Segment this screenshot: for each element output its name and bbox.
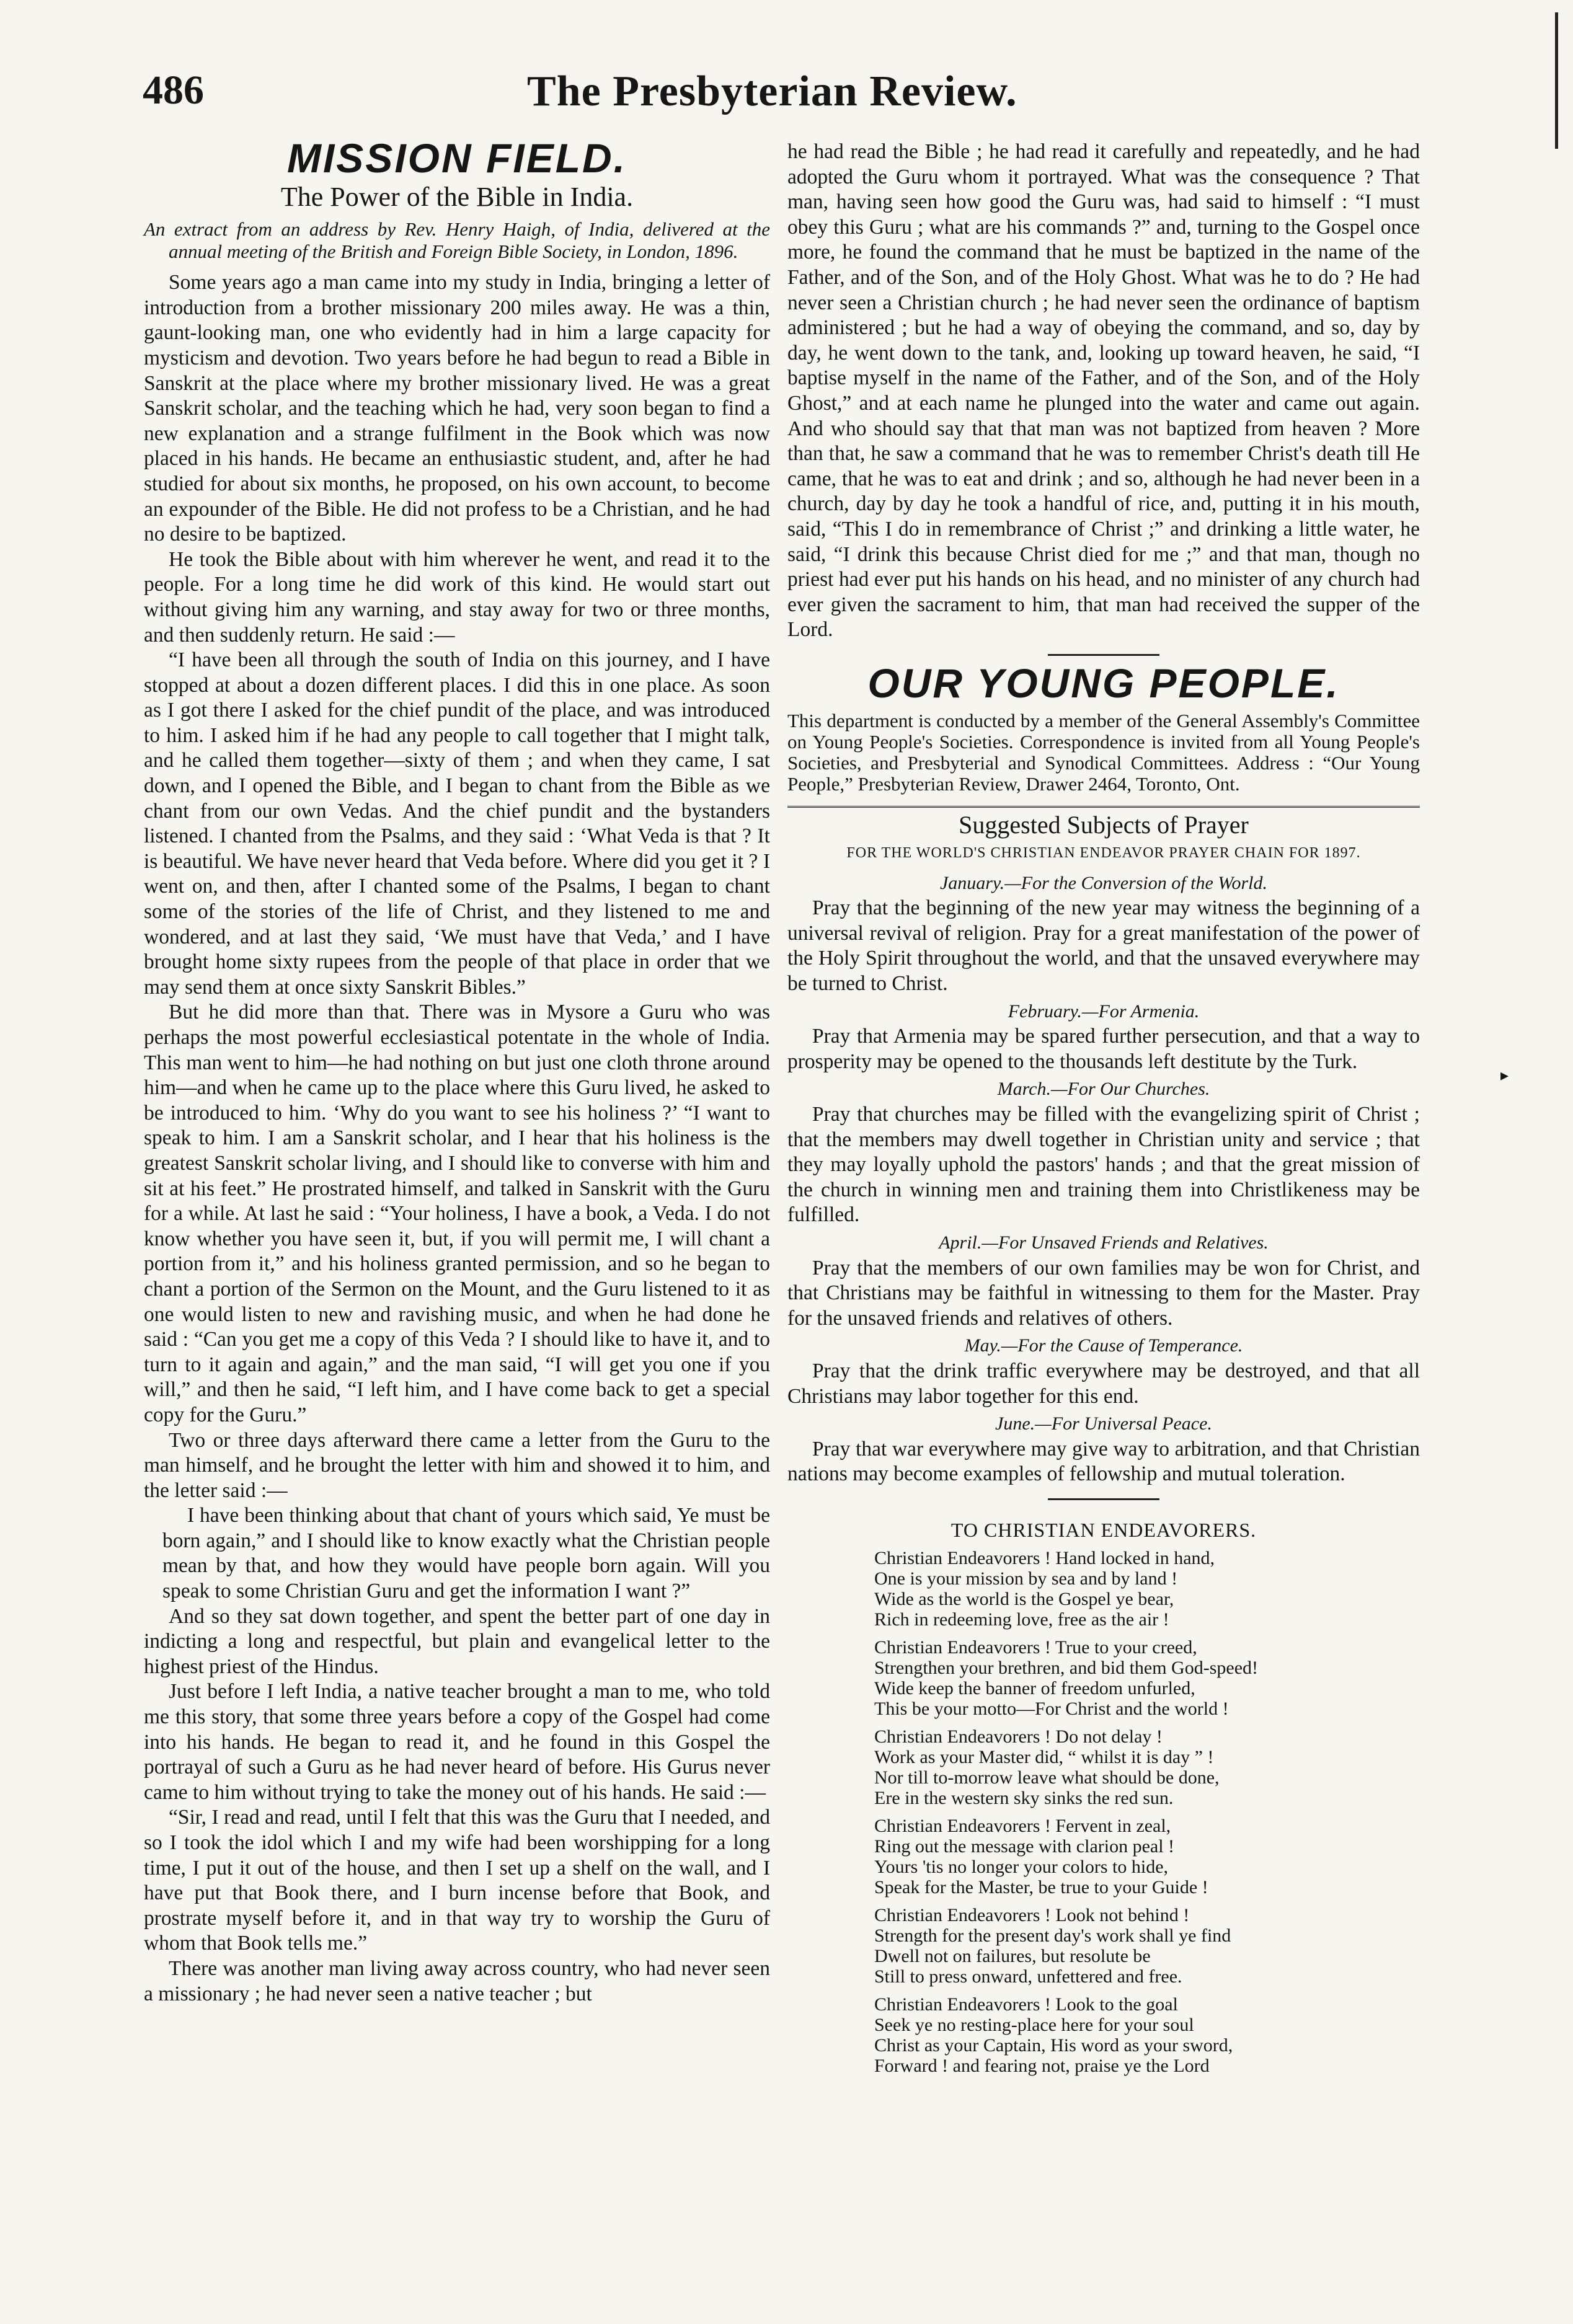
prayer-paragraph: Pray that churches may be filled with the evangelizing spirit of Christ ; that the members may dwell together in Christian unity and service ; that they may loyally uphold the pastors' hands ; and that the great mission of the church in winning men and training them into Christlikeness may be fulfilled. [787,1103,1420,1227]
paragraph: Two or three days afterward there came a letter from the Guru to the man himself, and he brought the letter with him and showed it to him, and the letter said :— [144,1428,770,1502]
prayer-title: Suggested Subjects of Prayer [959,811,1249,839]
left-column [144,135,770,2007]
prayer-subtitle: FOR THE WORLD'S CHRISTIAN ENDEAVOR PRAYER CHAIN FOR 1897. [846,845,1361,862]
prayer-paragraph: Pray that the drink traffic everywhere may be destroyed, and that all Christians may labor together for this end. [787,1359,1420,1408]
poem-line: Strength for the present day's work shall ye find [874,1925,1231,1946]
poem-line: Wide keep the banner of freedom unfurled, [874,1677,1195,1699]
poem-line: Strengthen your brethren, and bid them God-speed! [874,1657,1258,1678]
poem-stanza [787,1994,1420,2076]
poem-stanza [787,1905,1420,1987]
mission-field-heading: MISSION FIELD. [286,135,627,181]
month-heading: April.—For Unsaved Friends and Relatives. [939,1232,1269,1253]
poem-line: Work as your Master did, “ whilst it is day ” ! [874,1746,1214,1767]
article-title: The Power of the Bible in India. [280,181,634,212]
poem-line: Still to press onward, unfettered and free. [874,1966,1182,1987]
month-heading: March.—For Our Churches. [997,1079,1210,1100]
double-rule [787,806,1420,808]
running-title: The Presbyterian Review. [527,68,1017,115]
month-heading: February.—For Armenia. [1008,1001,1200,1022]
poem-line: Rich in redeeming love, free as the air ! [874,1609,1169,1630]
poem-stanza [787,1548,1420,1630]
poem-line: Christian Endeavorers ! Look not behind ! [874,1904,1190,1925]
month-heading: January.—For the Conversion of the World. [939,872,1268,893]
poem-line: Yours 'tis no longer your colors to hide, [874,1856,1169,1877]
article-intro: An extract from an address by Rev. Henry Haigh, of India, delivered at the annual meeting of the British and Foreign Bible Society, in London, 1896. [144,218,770,263]
prayer-paragraph: Pray that Armenia may be spared further persecution, and that a way to prosperity may be opened to the thousands left destitute by the Turk. [787,1025,1420,1073]
young-people-heading: OUR YOUNG PEOPLE. [867,660,1340,706]
section-divider [1048,654,1159,656]
paragraph: But he did more than that. There was in Mysore a Guru who was perhaps the most powerful ecclesiastical potentate in the whole of India. This man went to him—he had nothing on but just one cloth throne around him—and when he came up to the place where this Guru lived, he asked to be introduced to him. ‘Why do you want to see his holiness ?’ “I want to speak to him. I am a Sanskrit scholar, and I hear that his holiness is the greatest Sanskrit scholar living, and I should like to converse with him and sit at his feet.” He prostrated himself, and talked in Sanskrit with the Guru for a while. At last he said : “Your holiness, I have a book, a Veda. I do not know whether you have seen it, but, if you will permit me, I will chant a portion from it,” and his holiness granted permission, and so he began to chant a portion of the Sermon on the Mount, and the Guru listened to it as one would listen to new and ravishing music, and when he had done he said : “Can you get me a copy of this Veda ? I should like to have it, and to turn to it again and again,” and the man said, “I will get you one if you will,” and then he said, “I left him, and I have come back to get a special copy for the Guru.” [144,1001,770,1426]
article-continuation: he had read the Bible ; he had read it carefully and repeatedly, and he had adopted the Guru whom it portrayed. What was the consequence ? That man, having seen how good the Guru was, had said to himself : “I must obey this Guru ; what are his commands ?” and, turning to the Gospel once more, he found the command that he must be baptized in the name of the Father, and of the Son, and of the Holy Ghost. What was he to do ? He had never seen a Christian church ; he had never seen the ordinance of baptism administered ; but he had a way of obeying the command, and so, day by day, he went down to the tank, and, looking up toward heaven, he said, “I baptise myself in the name of the Father, and of the Son, and of the Holy Ghost,” and at each name he plunged into the water and came out again. And who should say that that man was not baptized from heaven ? More than that, he saw a command that he was to remember Christ's death till He came, that he was to eat and drink ; and so, although he had never been in a church, day by day he took a handful of rice, and, putting it in his mouth, said, “This I do in remembrance of Christ ;” and drinking a little water, he said, “I drink this because Christ died for me ;” and that man, though no priest had ever put his hands on his head, and no minister of any church had ever given the sacrament to him, that man had received the supper of the Lord. [787,140,1420,642]
month-heading: June.—For Universal Peace. [995,1413,1212,1434]
poem-line: Christ as your Captain, His word as your sword, [874,2035,1233,2056]
prayer-paragraph: Pray that the members of our own families may be won for Christ, and that Christians may be faithful in witnessing to them for the Master. Pray for the unsaved friends and relatives of others. [787,1256,1420,1330]
poem-line: Ring out the message with clarion peal ! [874,1836,1175,1857]
poem-line: Christian Endeavorers ! Fervent in zeal, [874,1815,1171,1836]
right-column [787,139,1420,2083]
page-number: 486 [143,68,204,113]
page-header [143,67,1463,123]
prayer-paragraph: Pray that war everywhere may give way to arbitration, and that Christian nations may become examples of fellowship and mutual toleration. [787,1437,1420,1486]
prayer-paragraph: Pray that the beginning of the new year may witness the beginning of a universal revival of religion. Pray for a great manifestation of the power of the Holy Spirit throughout the world, and that the unsaved everywhere may be turned to Christ. [787,896,1420,996]
poem-line: Speak for the Master, be true to your Guide ! [874,1876,1208,1898]
paragraph: And so they sat down together, and spent the better part of one day in indicting a long and respectful, but plain and evangelical letter to the highest priest of the Hindus. [144,1604,770,1678]
quoted-letter: I have been thinking about that chant of yours which said, Ye must be born again,” and I should like to know exactly what the Christian people mean by that, and how they would have people born again. Will you speak to some Christian Guru and get the information I want ?” [162,1504,770,1603]
poem-stanza [787,1816,1420,1898]
poem-line: Christian Endeavorers ! Do not delay ! [874,1726,1163,1747]
poem-line: Wide as the world is the Gospel ye bear, [874,1588,1174,1609]
page-edge-line [1555,12,1558,149]
poem-stanza [787,1637,1420,1719]
paragraph: Just before I left India, a native teacher brought a man to me, who told me this story, that some three years before a copy of the Gospel had come into his hands. He began to read it, and he found in this Gospel the portrayal of such a Guru as he had never heard of before. His Gurus never came to him without trying to take the money out of his hands. He said :— [144,1680,770,1804]
poem-title: TO CHRISTIAN ENDEAVORERS. [950,1518,1257,1541]
poem-line: Ere in the western sky sinks the red sun. [874,1787,1174,1808]
paragraph: There was another man living away across country, who had never seen a missionary ; he had never seen a native teacher ; but [144,1956,770,2005]
paragraph: Some years ago a man came into my study in India, bringing a letter of introduction from a brother missionary 200 miles away. He was a thin, gaunt-looking man, one who evidently had in him a large capacity for mysticism and devotion. Two years before he had begun to read a Bible in Sanskrit at the place where my brother missionary lived. He was a great Sanskrit scholar, and the teaching which he had, very soon began to find a new explanation and a strange fulfilment in the Book which was now placed in his hands. He became an enthusiastic student, and, after he had studied for about six months, he proposed, on his own account, to become an expounder of the Bible. He did not profess to be a Christian, and he had no desire to be baptized. [144,271,770,546]
poem-line: Seek ye no resting-place here for your soul [874,2014,1194,2035]
paragraph: He took the Bible about with him wherever he went, and read it to the people. For a long time he did work of this kind. He would start out without giving him any warning, and stay away for two or three months, and then suddenly return. He said :— [144,547,770,647]
poem-line: One is your mission by sea and by land ! [874,1568,1178,1589]
month-heading: May.—For the Cause of Temperance. [964,1335,1243,1356]
department-note: This department is conducted by a member of the General Assembly's Committee on Young People's Societies. Correspondence is invited from all Young People's Societies, and Presbyterial and Synodical Committees. Address : “Our Young People,” Presbyterian Review, Drawer 2464, Toronto, Ont. [787,710,1420,795]
poem-line: This be your motto—For Christ and the world ! [874,1698,1229,1719]
poem-line: Christian Endeavorers ! Hand locked in hand, [874,1547,1215,1568]
poem-stanza [787,1726,1420,1808]
poem-divider [1048,1498,1159,1500]
poem-line: Dwell not on failures, but resolute be [874,1945,1151,1966]
poem-line: Christian Endeavorers ! Look to the goal [874,1994,1178,2015]
paragraph: “Sir, I read and read, until I felt that this was the Guru that I needed, and so I took the idol which I and my wife had been worshipping for a long time, I put it out of the house, and then I set up a shelf on the wall, and I have put that Book there, and I burn incense before that Book, and prostrate myself before it, and in that way try to worship the Guru of whom that Book tells me.” [144,1806,770,1955]
margin-mark: ▸ [1500,1066,1509,1084]
poem-line: Christian Endeavorers ! True to your creed, [874,1637,1197,1658]
paragraph: “I have been all through the south of India on this journey, and I have stopped at about a dozen different places. I did this in one place. As soon as I got there I asked for the chief pundit of the place, and was introduced to him. I asked him if he had any people to call together that I might talk, and he called them together—sixty of them ; and when they came, I sat down, and I opened the Bible, and I began to chant from the Bible as we chant from our own Vedas. And the chief pundit and the bystanders listened. I chanted from the Psalms, and they said : ‘What Veda is that ? It is beautiful. We have never heard that Veda before. Where did you get it ? I went on, and then, after I chanted some of the Psalms, I began to chant some of the stories of the life of Christ, and they listened to me and wondered, and at last they said, ‘We must have that Veda,’ and I have brought home sixty rupees from the people of that place in order that we may send them at once sixty Sanskrit Bibles.” [144,648,770,999]
poem-line: Nor till to-morrow leave what should be done, [874,1767,1220,1788]
poem-line: Forward ! and fearing not, praise ye the Lord [874,2055,1210,2076]
